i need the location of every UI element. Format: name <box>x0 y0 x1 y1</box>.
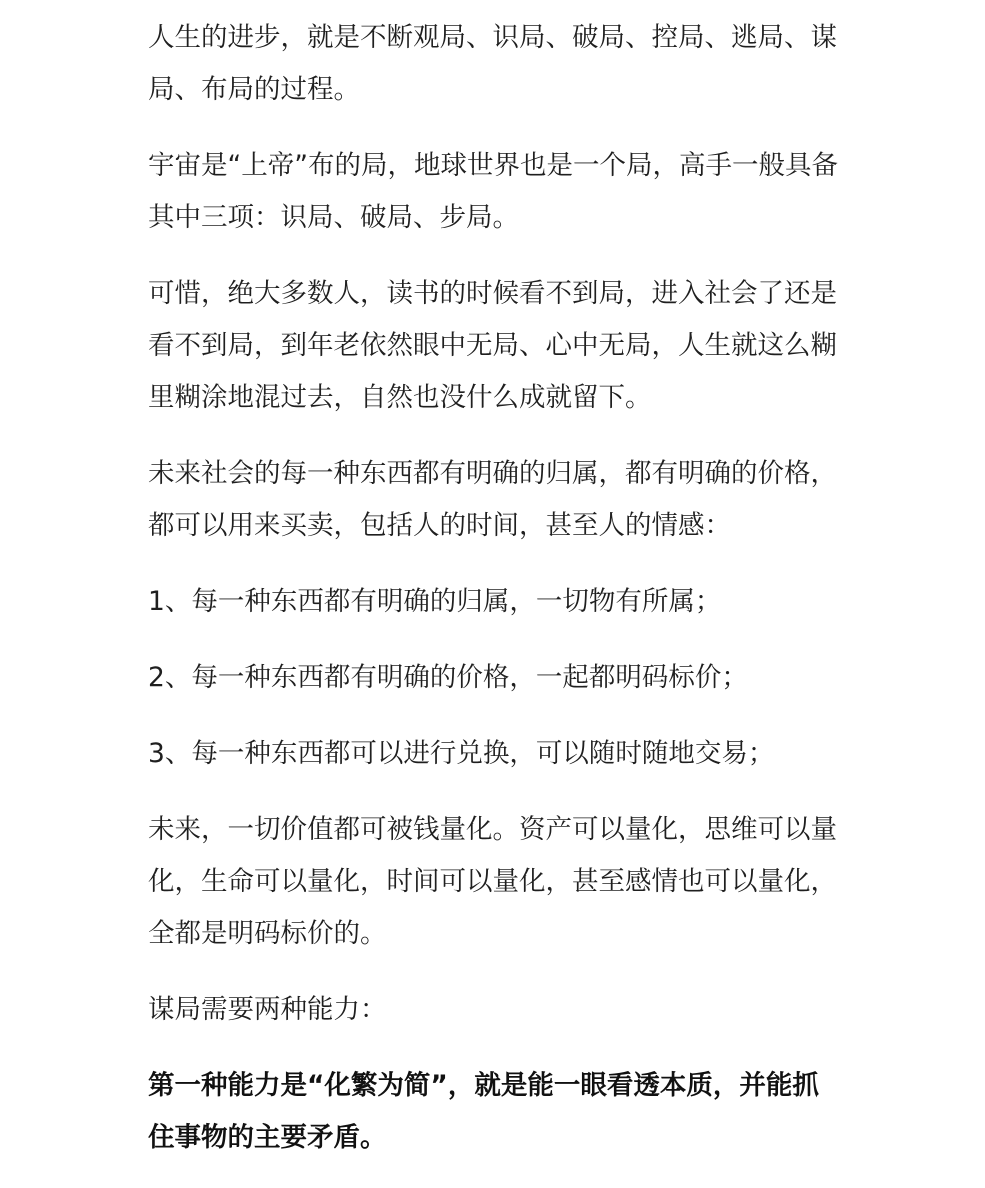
paragraph-4: 未来社会的每一种东西都有明确的归属，都有明确的价格，都可以用来买卖，包括人的时间，甚至人的情感： <box>148 458 837 541</box>
paragraph-1: 人生的进步，就是不断观局、识局、破局、控局、逃局、谋局、布局的过程。 <box>148 22 837 105</box>
list-item-2: 2、每一种东西都有明确的价格，一起都明码标价； <box>148 662 748 693</box>
bold-paragraph: 第一种能力是“化繁为简”，就是能一眼看透本质，并能抓住事物的主要矛盾。 <box>148 1070 819 1153</box>
list-item-1: 1、每一种东西都有明确的归属，一切物有所属； <box>148 586 722 617</box>
paragraph-3: 可惜，绝大多数人，读书的时候看不到局，进入社会了还是看不到局，到年老依然眼中无局、心中无局，人生就这么糊里糊涂地混过去，自然也没什么成就留下。 <box>148 278 837 413</box>
paragraph-6: 谋局需要两种能力： <box>148 994 387 1025</box>
list-item-3: 3、每一种东西都可以进行兑换，可以随时随地交易； <box>148 738 775 769</box>
article-body <box>148 12 843 1188</box>
paragraph-2: 宇宙是“上帝”布的局，地球世界也是一个局，高手一般具备其中三项：识局、破局、步局。 <box>148 150 838 233</box>
paragraph-5: 未来，一切价值都可被钱量化。资产可以量化，思维可以量化，生命可以量化，时间可以量化，甚至感情也可以量化，全都是明码标价的。 <box>148 814 837 949</box>
